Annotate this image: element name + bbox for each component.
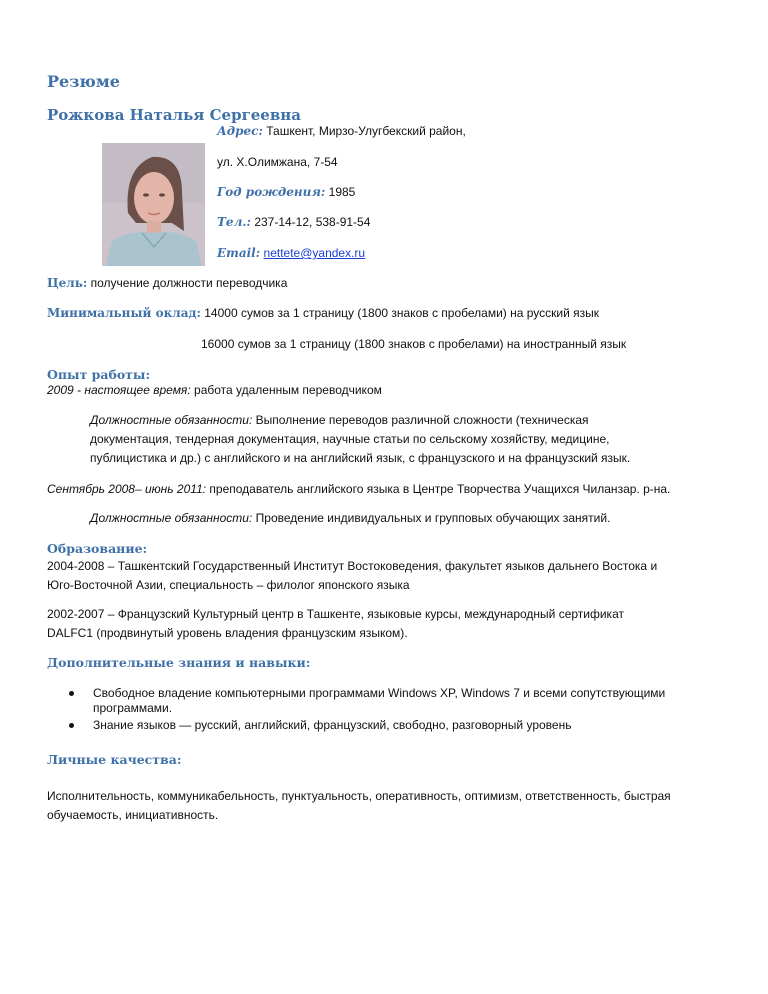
job1-duties-line-3: публицистика и др.) с английского и на английский язык, с французского и на французский язык. bbox=[90, 451, 631, 465]
job1-title: работа удаленным переводчиком bbox=[194, 383, 382, 397]
job1-duties-line-1: Выполнение переводов различной сложности (техническая bbox=[255, 413, 589, 427]
goal-value: получение должности переводчика bbox=[90, 276, 288, 290]
bullet-icon bbox=[69, 723, 74, 728]
email-row bbox=[217, 246, 365, 260]
salary-line-2: 16000 сумов за 1 страницу (1800 знаков с пробелами) на иностранный язык bbox=[201, 337, 627, 351]
address-line-2: ул. Х.Олимжана, 7-54 bbox=[217, 155, 338, 169]
job2-row bbox=[47, 482, 670, 496]
salary-line-1: 14000 сумов за 1 страницу (1800 знаков с пробелами) на русский язык bbox=[204, 306, 600, 320]
birth-row bbox=[217, 185, 355, 199]
phone-label: Тел.: bbox=[217, 215, 251, 229]
personal-qualities bbox=[47, 787, 747, 825]
skills-list bbox=[47, 686, 737, 735]
experience-heading: Опыт работы: bbox=[47, 367, 151, 382]
birth-label: Год рождения: bbox=[217, 185, 326, 199]
candidate-name: Рожкова Наталья Сергеевна bbox=[47, 106, 301, 124]
job2-period: Сентябрь 2008– июнь 2011: bbox=[47, 482, 207, 496]
skill-2-text: Знание языков — русский, английский, французский, свободно, разговорный уровень bbox=[93, 718, 572, 732]
address-row bbox=[217, 124, 466, 138]
salary-label: Минимальный оклад: bbox=[47, 306, 201, 320]
email-label: Email: bbox=[217, 246, 261, 260]
birth-value: 1985 bbox=[328, 185, 356, 199]
address-label: Адрес: bbox=[217, 124, 263, 138]
skill-1-line-1: Свободное владение компьютерными программами Windows XP, Windows 7 и всеми сопутствующими bbox=[93, 686, 666, 700]
skills-heading: Дополнительные знания и навыки: bbox=[47, 655, 311, 670]
education-item-2-line-1: 2002-2007 – Французский Культурный центр в Ташкенте, языковые курсы, международный сертификат bbox=[47, 607, 624, 621]
job2-duties bbox=[90, 511, 610, 525]
education-item-1 bbox=[47, 557, 747, 595]
job1-duties-label: Должностные обязанности: bbox=[90, 413, 253, 427]
salary-row bbox=[47, 306, 599, 320]
education-item-2 bbox=[47, 605, 747, 643]
job2-duties-label: Должностные обязанности: bbox=[90, 511, 253, 525]
phone-value: 237-14-12, 538-91-54 bbox=[254, 215, 371, 229]
education-item-1-line-2: Юго-Восточной Азии, специальность – филолог японского языка bbox=[47, 578, 410, 592]
list-item bbox=[47, 686, 737, 716]
education-item-2-line-2: DALFC1 (продвинутый уровень владения французским языком). bbox=[47, 626, 408, 640]
goal-label: Цель: bbox=[47, 276, 88, 290]
education-item-1-line-1: 2004-2008 – Ташкентский Государственный Институт Востоковедения, факультет языков дальнего Востока и bbox=[47, 559, 658, 573]
goal-row bbox=[47, 276, 287, 290]
personal-line-2: обучаемость, инициативность. bbox=[47, 808, 219, 822]
list-item bbox=[47, 718, 737, 733]
job1-duties bbox=[90, 411, 750, 468]
skill-1-line-2: программами. bbox=[93, 701, 173, 715]
education-heading: Образование: bbox=[47, 541, 148, 556]
phone-row bbox=[217, 215, 370, 229]
job1-row bbox=[47, 383, 382, 397]
job2-duties-text: Проведение индивидуальных и групповых обучающих занятий. bbox=[255, 511, 611, 525]
bullet-icon bbox=[69, 691, 74, 696]
personal-heading: Личные качества: bbox=[47, 752, 182, 767]
job1-duties-line-2: документация, тендерная документация, научные статьи по сельскому хозяйству, медицине, bbox=[90, 432, 610, 446]
page-title: Резюме bbox=[47, 72, 120, 91]
job1-period: 2009 - настоящее время: bbox=[47, 383, 191, 397]
job2-title: преподаватель английского языка в Центре Творчества Учащихся Чиланзар. р-на. bbox=[209, 482, 671, 496]
portrait-photo-icon bbox=[102, 143, 205, 266]
email-link[interactable]: nettete@yandex.ru bbox=[263, 246, 366, 260]
address-line-1: Ташкент, Мирзо-Улугбекский район, bbox=[266, 124, 466, 138]
portrait-photo bbox=[102, 143, 205, 266]
personal-line-1: Исполнительность, коммуникабельность, пунктуальность, оперативность, оптимизм, ответственность, быстрая bbox=[47, 789, 671, 803]
